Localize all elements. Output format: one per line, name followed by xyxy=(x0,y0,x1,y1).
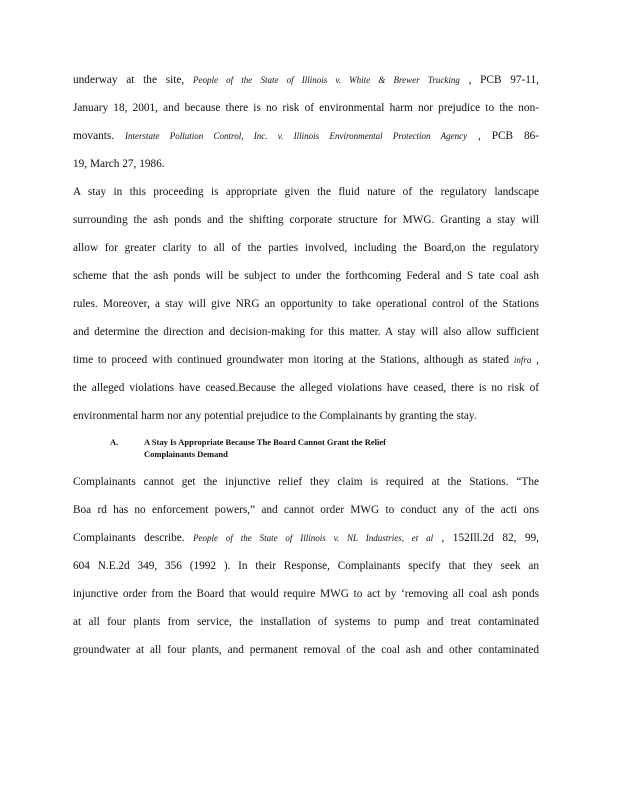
body-line xyxy=(73,353,539,367)
body-text: , PCB 86- xyxy=(467,130,539,142)
body-line: 19, March 27, 1986. xyxy=(73,158,165,170)
body-line: rules. Moreover, a stay will give NRG an opportunity to take operational control of the Stations xyxy=(73,298,539,310)
body-line: surrounding the ash ponds and the shifting corporate structure for MWG. Granting a stay will xyxy=(73,214,539,226)
italic-term: infra xyxy=(513,355,532,365)
body-line: allow for greater clarity to all of the parties involved, including the Board,on the regulatory xyxy=(73,242,539,254)
section-heading-label: A. xyxy=(110,437,119,447)
body-line xyxy=(73,129,539,143)
body-line: injunctive order from the Board that would require MWG to act by ‘removing all coal ash ponds xyxy=(73,588,539,600)
body-text: , PCB 97-11, xyxy=(459,74,539,86)
body-line: and determine the direction and decision-making for this matter. A stay will also allow sufficient xyxy=(73,326,539,338)
body-line: the alleged violations have ceased.Because the alleged violations have ceased, there is no risk of xyxy=(73,382,539,394)
body-line xyxy=(73,73,539,87)
body-text: Complainants describe. xyxy=(73,532,194,544)
case-citation: People of the State of Illinois v. White & Brewer Trucking xyxy=(192,75,460,85)
body-text: underway at the site, xyxy=(73,74,193,86)
body-line: January 18, 2001, and because there is no risk of environmental harm nor prejudice to the non- xyxy=(73,102,539,114)
body-text: movants. xyxy=(73,130,125,142)
body-line xyxy=(73,531,539,545)
body-line: Complainants cannot get the injunctive relief they claim is required at the Stations. “The xyxy=(73,476,539,488)
body-text: time to proceed with continued groundwater mon itoring at the Stations, although as stated xyxy=(73,354,514,366)
case-citation: People of the State of Illinois v. NL Industries, et al xyxy=(193,533,434,543)
body-line: 604 N.E.2d 349, 356 (1992 ). In their Response, Complainants specify that they seek an xyxy=(73,560,539,572)
body-line: at all four plants from service, the installation of systems to pump and treat contaminated xyxy=(73,616,539,628)
body-line: groundwater at all four plants, and permanent removal of the coal ash and other contaminated xyxy=(73,644,539,656)
body-line: Boa rd has no enforcement powers,” and cannot order MWG to conduct any of the acti ons xyxy=(73,504,539,516)
body-line: environmental harm nor any potential prejudice to the Complainants by granting the stay. xyxy=(73,410,477,422)
body-text: , xyxy=(531,354,539,366)
section-heading xyxy=(110,437,386,447)
case-citation: Interstate Pollution Control, Inc. v. Illinois Environmental Protection Agency xyxy=(124,131,468,141)
body-line: scheme that the ash ponds will be subject to under the forthcoming Federal and S tate coal ash xyxy=(73,270,539,282)
section-heading-text: A Stay Is Appropriate Because The Board Cannot Grant the Relief xyxy=(144,437,386,447)
body-text: , 152Ill.2d 82, 99, xyxy=(433,532,539,544)
section-heading-continuation: Complainants Demand xyxy=(144,449,228,459)
body-line: A stay in this proceeding is appropriate given the fluid nature of the regulatory landscape xyxy=(73,186,539,198)
